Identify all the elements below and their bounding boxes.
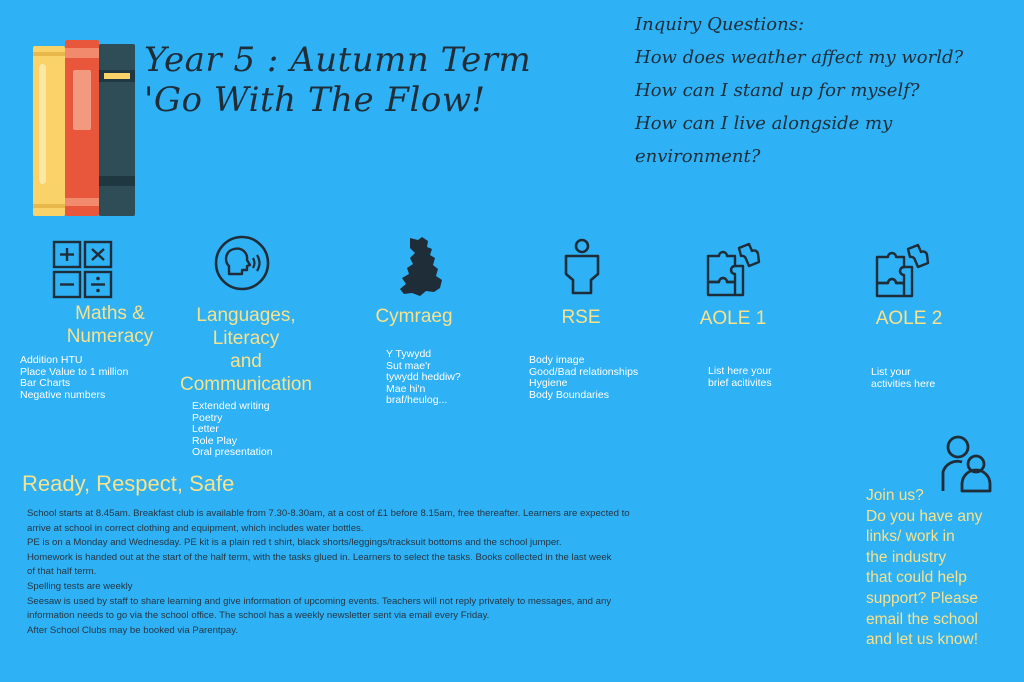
subject-name-line: Languages, [196, 305, 296, 326]
teal-book [99, 44, 135, 216]
subject-name-line: Communication [180, 374, 312, 395]
list-item: brief acitivites [708, 376, 772, 389]
subject-languages [156, 304, 336, 396]
title-line-2: 'Go With The Flow! [144, 80, 486, 120]
join-line: Do you have any [866, 507, 983, 525]
list-item: activities here [871, 377, 936, 390]
list-item: Mae hi'n [386, 382, 426, 395]
list-item: Hygiene [529, 377, 568, 390]
subject-rse [521, 306, 641, 329]
info-line: information needs to go via the school office. The school has a weekly newsletter sent via email every Friday. [27, 610, 490, 622]
list-item: List your [871, 366, 911, 378]
red-book [65, 40, 99, 216]
info-line: Spelling tests are weekly [27, 580, 133, 592]
list-item: Addition HTU [20, 354, 83, 366]
subject-name-line: Literacy [212, 328, 280, 349]
list-item: Y Tywydd [386, 348, 432, 360]
title-line-1: Year 5 : Autumn Term [144, 40, 532, 80]
list-item: Negative numbers [20, 388, 106, 401]
maths-activity-list [20, 355, 128, 401]
info-line: School starts at 8.45am. Breakfast club is available from 7.30-8.30am, at a cost of £1 before 8.15am, free thereafter. Learners are expected to [27, 508, 630, 519]
list-item: Bar Charts [20, 377, 71, 390]
join-line: email the school [866, 610, 979, 628]
subject-aole-1 [673, 307, 793, 330]
list-item: Extended writing [192, 400, 270, 412]
join-line: that could help [866, 569, 967, 587]
speaking-head-icon [213, 234, 271, 292]
subject-name-line: Numeracy [66, 326, 154, 347]
info-line: After School Clubs may be booked via Parentpay. [27, 624, 239, 636]
school-info [27, 507, 707, 638]
list-item: List here your [708, 365, 772, 377]
info-line: PE is on a Monday and Wednesday. PE kit is a plain red t shirt, black shorts/leggings/tracksuit bottoms and the school jumper. [27, 537, 562, 549]
inquiry-question: How does weather affect my world? [635, 47, 964, 68]
subject-aole-2 [849, 307, 969, 330]
subject-name-line: RSE [561, 307, 601, 328]
inquiry-heading: Inquiry Questions: [635, 14, 805, 35]
join-line: support? Please [866, 589, 979, 607]
info-line: of that half term. [27, 566, 97, 578]
books-illustration [33, 40, 137, 216]
puzzle-icon [705, 242, 761, 298]
subject-name-line: AOLE 1 [699, 308, 767, 329]
subject-name-line: Maths & [75, 303, 145, 324]
list-item: Good/Bad relationships [529, 365, 639, 378]
list-item: Place Value to 1 million [20, 365, 129, 378]
join-line: the industry [866, 548, 947, 566]
aole-1-activity-list [708, 366, 772, 389]
puzzle-icon [874, 243, 930, 299]
page-title [144, 40, 531, 120]
people-icon [940, 434, 992, 494]
info-line: arrive at school in correct clothing and equipment, which includes water bottles. [27, 522, 364, 534]
section-heading: Ready, Respect, Safe [22, 471, 235, 496]
yellow-book [33, 46, 65, 216]
list-item: Poetry [192, 411, 223, 424]
join-line: Join us? [866, 487, 924, 504]
info-line: Homework is handed out at the start of the half term, with the tasks glued in. Learners to select the tasks. Books collected in the last week [27, 551, 612, 563]
cymraeg-activity-list [386, 349, 461, 407]
list-item: Sut mae'r [386, 359, 431, 372]
list-item: tywydd heddiw? [386, 371, 461, 384]
person-icon [562, 238, 602, 296]
info-line: Seesaw is used by staff to share learning and give information of upcoming events. Teachers will not reply privately to messages, and any [27, 595, 612, 607]
subject-name-line: Cymraeg [375, 306, 453, 327]
join-us-callout [866, 486, 1016, 651]
subject-name-line: and [230, 351, 262, 372]
aole-2-activity-list [871, 367, 935, 390]
list-item: Oral presentation [192, 446, 273, 459]
list-item: Letter [192, 423, 219, 436]
languages-activity-list [192, 401, 273, 459]
list-item: braf/heulog... [386, 394, 448, 407]
inquiry-question: How can I live alongside my [635, 113, 893, 134]
subject-name-line: AOLE 2 [875, 308, 943, 329]
wales-map-icon [398, 236, 444, 298]
join-line: links/ work in [866, 528, 955, 546]
join-line: and let us know! [866, 631, 979, 649]
subject-cymraeg [334, 305, 494, 328]
list-item: Role Play [192, 434, 237, 447]
inquiry-questions [635, 8, 1015, 173]
rse-activity-list [529, 355, 638, 401]
inquiry-question: How can I stand up for myself? [635, 80, 920, 101]
calculator-icon [52, 240, 114, 300]
list-item: Body Boundaries [529, 388, 609, 401]
inquiry-question: environment? [635, 146, 761, 167]
list-item: Body image [529, 354, 585, 366]
